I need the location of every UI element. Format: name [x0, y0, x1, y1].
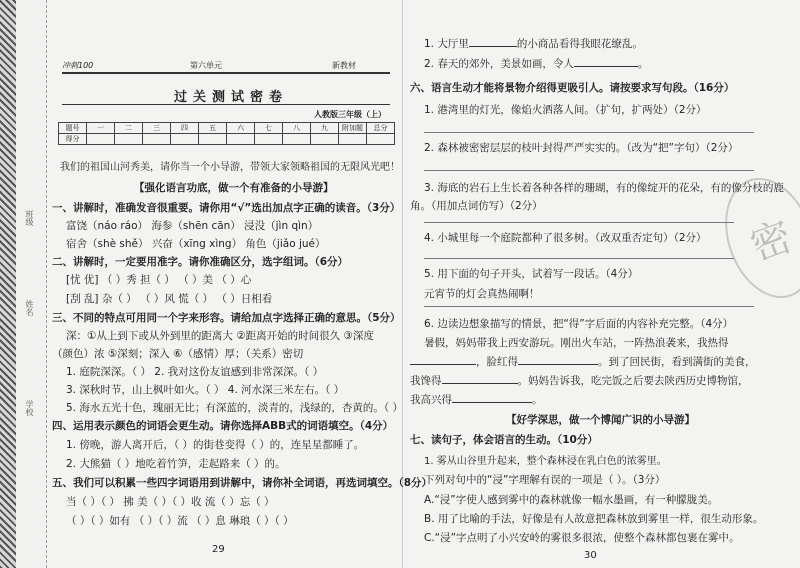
- score-cell: 八: [283, 123, 311, 134]
- answer-line[interactable]: [424, 132, 754, 133]
- q5-row2: （ ）（ ）如有 （ ）（ ）流 （ ）息 琳琅（ ）（ ）: [66, 515, 294, 527]
- score-input[interactable]: [339, 134, 367, 145]
- edition-label: 新教材: [332, 61, 356, 70]
- q6-item6c: ，脸红得: [476, 356, 518, 368]
- q5-fill1-tail: 的小商品看得我眼花缭乱。: [516, 38, 643, 50]
- score-cell: 四: [171, 123, 199, 134]
- q3-row4: 3. 深秋时节，山上枫叶如火。（ ） 4. 河水深三米左右。（ ）: [66, 384, 345, 396]
- page-number-left: 29: [212, 544, 225, 555]
- seal-stamp: 密: [709, 165, 800, 310]
- score-cell: 六: [227, 123, 255, 134]
- q6-item6a: 6. 边读边想象描写的情景，把“得”字后面的内容补充完整。（4分）: [424, 318, 734, 330]
- score-cell: 一: [87, 123, 115, 134]
- q1-row2: 宿舍（shè shě） 兴奋（xīng xìng） 角色（jiǎo jué）: [66, 238, 326, 250]
- score-input[interactable]: [115, 134, 143, 145]
- q7-option-c[interactable]: C.“浸”字点明了小兴安岭的雾很多很浓，使整个森林都包裹在雾中。: [424, 532, 740, 544]
- score-input[interactable]: [311, 134, 339, 145]
- header-rule: [62, 72, 390, 74]
- page-title: 过关测试密卷: [174, 90, 289, 105]
- q6-item2: 2. 森林被密密层层的枝叶封得严严实实的。（改为“把”字句）（2分）: [424, 142, 739, 154]
- score-header-row: [59, 123, 395, 134]
- q3-row3: 1. 庭院深深。（ ） 2. 我对这份友谊感到非常深深。（ ）: [66, 366, 324, 378]
- section-banner: 【强化语言功底，做一个有准备的小导游】: [134, 182, 334, 194]
- q6-item5b: 元宵节的灯会真热闹啊！: [424, 288, 540, 300]
- q6-item5a: 5. 用下面的句子开头，试着写一段话。（4分）: [424, 268, 639, 280]
- q6-item6h: 。: [532, 394, 543, 406]
- binding-margin: [16, 0, 47, 568]
- score-cell: 七: [255, 123, 283, 134]
- q3-row5: 5. 海水五光十色，瑰丽无比；有深蓝的，淡青的，浅绿的，杏黄的。（ ）: [66, 402, 403, 414]
- answer-blank[interactable]: [574, 56, 638, 67]
- q7-option-b[interactable]: B. 用了比喻的手法，好像是有人故意把森林放到雾里一样，很生动形象。: [424, 513, 764, 525]
- q5-fill2-text: 2. 春天的郊外，美景如画，令人: [424, 58, 574, 70]
- answer-line[interactable]: [424, 170, 754, 171]
- answer-line[interactable]: [424, 258, 734, 259]
- score-cell: 得分: [59, 134, 87, 145]
- score-input[interactable]: [255, 134, 283, 145]
- score-cell: 总分: [367, 123, 395, 134]
- score-input[interactable]: [367, 134, 395, 145]
- score-value-row: [59, 134, 395, 145]
- score-input[interactable]: [87, 134, 115, 145]
- intro-text: 我们的祖国山河秀美，请你当一个小导游，带领大家领略祖国的无限风光吧！: [60, 162, 400, 173]
- unit-label: 第六单元: [190, 61, 222, 70]
- score-cell: 五: [199, 123, 227, 134]
- q6-item3a: 3. 海底的岩石上生长着各种各样的珊瑚，有的像绽开的花朵，有的像分枝的鹿: [424, 182, 784, 194]
- title-rule: [62, 104, 390, 105]
- score-input[interactable]: [227, 134, 255, 145]
- q2-title: 二、讲解时，一定要用准字。请你准确区分，选字组词。（6分）: [52, 256, 349, 268]
- q7-passage: 1. 雾从山谷里升起来，整个森林浸在乳白色的浓雾里。: [424, 456, 667, 467]
- q2-row1: [忧 优] （ ）秀 担（ ） （ ）美 （ ）心: [66, 274, 252, 286]
- q6-title: 六、语言生动才能将景物介绍得更吸引人。请按要求写句段。（16分）: [410, 82, 735, 94]
- answer-line[interactable]: [424, 222, 734, 223]
- q1-title: 一、讲解时，准确发音很重要。请你用“√”选出加点字正确的读音。（3分）: [52, 202, 401, 214]
- score-cell: 二: [115, 123, 143, 134]
- q5-fill2-tail: 。: [637, 58, 649, 70]
- score-cell: 附加题: [339, 123, 367, 134]
- q4-title: 四、运用表示颜色的词语会更生动。请你选择ABB式的词语填空。（4分）: [52, 420, 394, 432]
- page-number-right: 30: [584, 550, 597, 561]
- q3-row2: （颜色）浓 ⑤深刻；深入 ⑥（感情）厚；（关系）密切: [52, 348, 304, 360]
- q6-item6d: 。到了回民街，看到满街的美食，: [598, 356, 756, 368]
- score-input[interactable]: [143, 134, 171, 145]
- score-input[interactable]: [171, 134, 199, 145]
- section-banner: 【好学深思，做一个博闻广识的小导游】: [506, 414, 695, 426]
- q3-title: 三、不同的特点可用同一个字来形容。请给加点字选择正确的意思。（5分）: [52, 312, 401, 324]
- q2-row2: [刮 乱] 杂（ ） （ ）风 慌（ ） （ ）日相看: [66, 293, 273, 305]
- binding-label-class: 班级: [25, 210, 34, 226]
- q6-item6b: 暑假，妈妈带我上西安游玩。刚出火车站，一阵热浪袭来，我热得: [424, 337, 729, 349]
- q4-row2: 2. 大熊猫（ ）地吃着竹笋，走起路来（ ）的。: [66, 458, 286, 470]
- binding-edge: [0, 0, 16, 568]
- q7-option-a[interactable]: A.“浸”字使人感到雾中的森林就像一幅水墨画，有一种朦胧美。: [424, 494, 719, 506]
- grade-label: 人教版三年级（上）: [314, 110, 386, 119]
- q7-title: 七、读句子，体会语言的生动。（10分）: [410, 434, 598, 446]
- answer-line[interactable]: [424, 306, 754, 307]
- score-input[interactable]: [199, 134, 227, 145]
- score-input[interactable]: [283, 134, 311, 145]
- answer-blank[interactable]: [442, 373, 518, 384]
- q4-row1: 1. 傍晚，游人离开后，（ ）的街巷变得（ ）的，连星星都睡了。: [66, 439, 365, 451]
- binding-label-school: 学校: [25, 400, 34, 416]
- binding-label-name: 姓名: [25, 300, 34, 316]
- q6-item6f: 。妈妈告诉我，吃完饭之后要去陕西历史博物馆，: [517, 375, 749, 387]
- q5-title: 五、我们可以积累一些四字词语用到讲解中，请你补全词语，再选词填空。（8分）: [52, 477, 433, 489]
- q7-question: 下列对句中的“浸”字理解有误的一项是（ ）。（3分）: [424, 474, 666, 486]
- score-cell: 题号: [59, 123, 87, 134]
- score-cell: 九: [311, 123, 339, 134]
- score-table: [58, 122, 395, 145]
- right-page: [410, 0, 790, 568]
- score-cell: 三: [143, 123, 171, 134]
- answer-blank[interactable]: [469, 36, 517, 47]
- q5-fill1-text: 1. 大厅里: [424, 38, 469, 50]
- series-label: 冲刺100: [62, 61, 94, 70]
- q6-item4: 4. 小城里每一个庭院都种了很多树。（改双重否定句）（2分）: [424, 232, 707, 244]
- q1-row1: 富饶（náo ráo） 海参（shēn cān） 浸没（jìn qìn）: [66, 220, 319, 232]
- q6-item6g: 我高兴得: [410, 394, 452, 406]
- q5-row1: 当（ ）（ ） 拂 美（ ）（ ）收 流（ ）忘（ ）: [66, 496, 275, 508]
- q6-item3b: 角。（用加点词仿写）（2分）: [410, 200, 543, 212]
- q3-row1: 深：①从上到下或从外到里的距离大 ②距离开始的时间很久 ③深度: [66, 330, 374, 342]
- answer-blank[interactable]: [452, 392, 532, 403]
- q6-item1: 1. 港湾里的灯光，像焰火洒落人间。（扩句，扩两处）（2分）: [424, 104, 707, 116]
- answer-blank[interactable]: [410, 354, 476, 365]
- answer-blank[interactable]: [518, 354, 598, 365]
- q6-item6e: 我馋得: [410, 375, 442, 387]
